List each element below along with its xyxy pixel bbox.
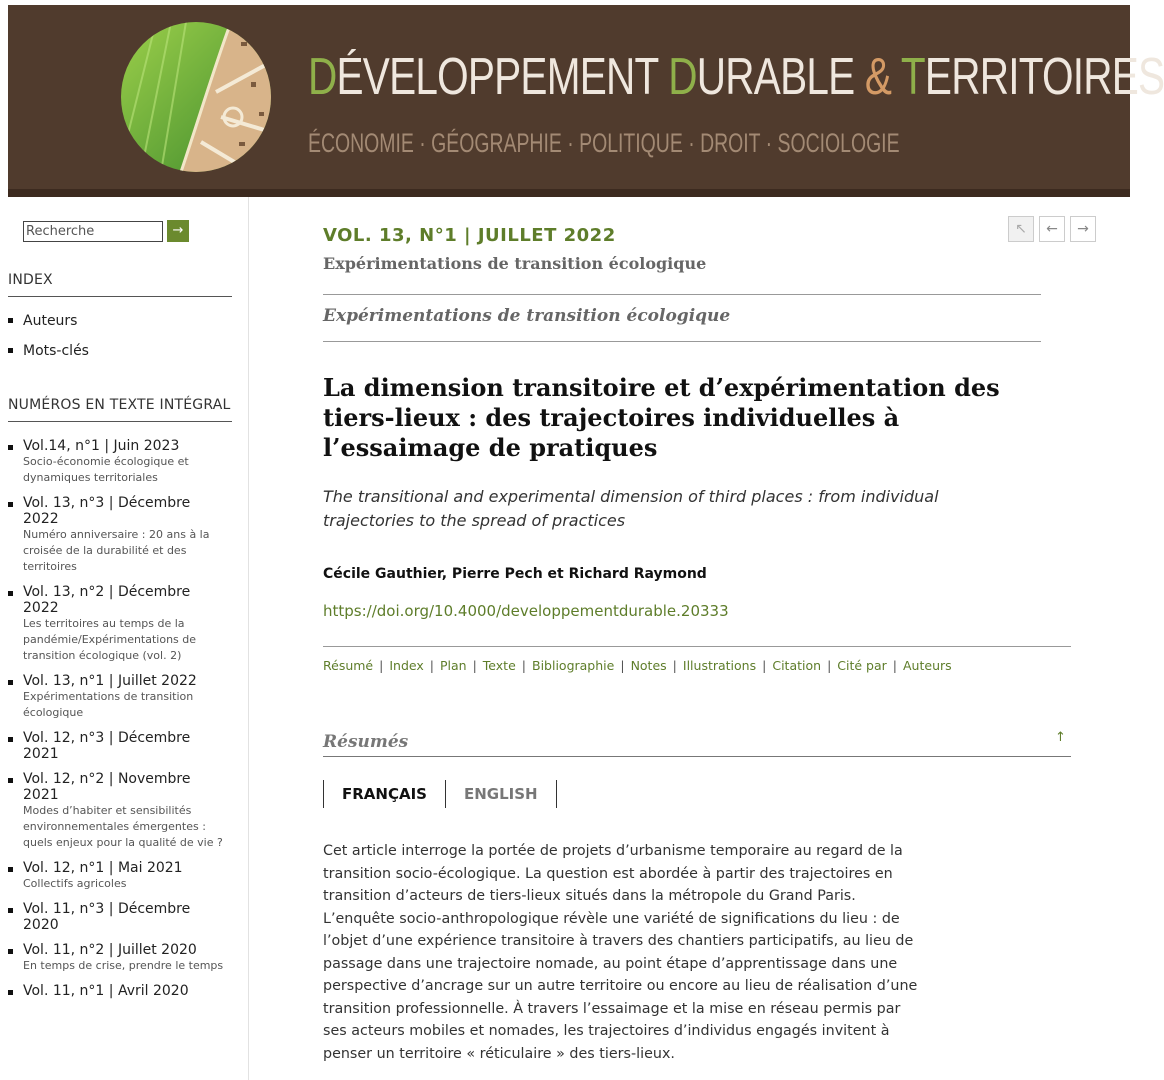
section-title-resumes: Résumés	[323, 732, 409, 752]
site-title-part: ÉVELOPPEMENT	[336, 48, 669, 106]
separator: |	[379, 658, 384, 673]
issue-item[interactable]	[8, 438, 230, 486]
issue-item[interactable]	[8, 673, 230, 721]
issue-title[interactable]: Vol. 13, n°3 | Décembre 2022	[23, 495, 191, 527]
issue-subtitle-link[interactable]: Expérimentations de transition écologique	[323, 254, 707, 273]
issue-subtitle: Les territoires au temps de la pandémie/Expérimentations de transition écologique (vol. 2)	[23, 617, 197, 662]
arrow-left-icon: ←	[1046, 221, 1058, 237]
issue-item[interactable]	[8, 771, 230, 851]
site-title[interactable]	[308, 47, 1164, 107]
sidebar-item-label: Mots-clés	[23, 343, 89, 359]
abstract-text: Cet article interroge la portée de projets d’urbanisme temporaire au regard de la transition socio-écologique. La question est abordée à partir des trajectoires en transition d’acteurs de tiers-lieux situés dans la métropole du Grand Paris. L’enquête socio-anthropologique révèle une variété de significations du lieu : de l’objet d’une expérience transitoire à travers des chantiers participatifs, au lieu de passage dans une trajectoire nomade, au point étape d’apprentissage dans une perspective d’ancrage sur un autre territoire ou encore au lieu de réalisation d’une transition professionnelle. À travers l’essaimage et la mise en réseau permis par ses acteurs mobiles et nomades, les trajectoires d’individus engagés invitent à penser un territoire « réticulaire » des tiers-lieux.	[323, 843, 918, 1062]
tab-bibliographie[interactable]: Bibliographie	[532, 658, 615, 673]
separator: |	[472, 658, 477, 673]
search-input[interactable]: Recherche	[23, 221, 163, 242]
site-title-part: D	[668, 48, 697, 106]
tab-auteurs[interactable]: Auteurs	[903, 658, 952, 673]
tab-cite-par[interactable]: Cité par	[837, 658, 887, 673]
parent-button[interactable]	[1008, 216, 1034, 242]
arrow-up-icon[interactable]: ↑	[1055, 730, 1066, 745]
issue-item[interactable]	[8, 942, 230, 974]
tab-index[interactable]: Index	[389, 658, 424, 673]
site-title-part: D	[308, 48, 337, 106]
tab-francais[interactable]: FRANÇAIS	[324, 780, 446, 808]
arrow-right-icon: →	[172, 223, 184, 238]
divider	[323, 341, 1041, 342]
banner-divider	[8, 189, 1130, 197]
issue-title[interactable]: Vol. 12, n°3 | Décembre 2021	[23, 730, 191, 762]
arrow-right-icon: →	[1077, 221, 1089, 237]
language-tabs	[323, 780, 557, 808]
site-title-part: &	[864, 48, 901, 106]
search-button[interactable]	[167, 220, 189, 242]
issue-subtitle: Collectifs agricoles	[23, 877, 127, 890]
issue-title[interactable]: Vol. 12, n°2 | Novembre 2021	[23, 771, 191, 803]
issue-item[interactable]	[8, 730, 230, 762]
index-heading: INDEX	[8, 272, 53, 288]
divider	[323, 646, 1071, 647]
sidebar-item-auteurs[interactable]	[8, 311, 230, 341]
issue-title[interactable]: Vol. 12, n°1 | Mai 2021	[23, 860, 183, 876]
issue-title[interactable]: Vol. 13, n°2 | Décembre 2022	[23, 584, 191, 616]
issue-item[interactable]	[8, 983, 230, 999]
leaf-map-circle-icon	[121, 22, 271, 172]
tab-notes[interactable]: Notes	[630, 658, 667, 673]
issues-list	[8, 438, 230, 1008]
issue-volume-link[interactable]: VOL. 13, N°1 | JUILLET 2022	[323, 225, 616, 246]
issue-title[interactable]: Vol. 11, n°2 | Juillet 2020	[23, 942, 197, 958]
tab-resume[interactable]: Résumé	[323, 658, 374, 673]
sidebar-item-label: Auteurs	[23, 313, 78, 329]
issue-item[interactable]	[8, 860, 230, 892]
separator: |	[827, 658, 832, 673]
arrow-up-left-icon: ↖	[1015, 221, 1027, 237]
article-sections-nav	[323, 658, 952, 673]
tab-english[interactable]: ENGLISH	[446, 780, 557, 808]
article-alt-title: The transitional and experimental dimension of third places : from individual trajectories to the spread of practices	[323, 487, 939, 530]
sidebar-item-mots-cles[interactable]	[8, 341, 230, 371]
sidebar	[0, 197, 249, 1080]
issue-item[interactable]	[8, 901, 230, 933]
issue-subtitle: Socio-économie écologique et dynamiques territoriales	[23, 455, 189, 484]
separator: |	[672, 658, 677, 673]
site-title-part: T	[900, 48, 925, 106]
article-title: La dimension transitoire et d’expérimentation des tiers-lieux : des trajectoires individuelles à l’essaimage de pratiques	[323, 373, 1000, 462]
issue-item[interactable]	[8, 495, 230, 575]
next-button[interactable]	[1070, 216, 1096, 242]
issue-subtitle: Expérimentations de transition écologique	[23, 690, 194, 719]
tab-texte[interactable]: Texte	[482, 658, 516, 673]
issue-title[interactable]: Vol. 13, n°1 | Juillet 2022	[23, 673, 197, 689]
separator: |	[892, 658, 897, 673]
divider	[323, 294, 1041, 295]
tab-plan[interactable]: Plan	[439, 658, 467, 673]
tab-citation[interactable]: Citation	[772, 658, 822, 673]
previous-button[interactable]	[1039, 216, 1065, 242]
rubric-link[interactable]: Expérimentations de transition écologique	[323, 306, 731, 326]
issue-title[interactable]: Vol. 11, n°3 | Décembre 2020	[23, 901, 191, 933]
separator: |	[620, 658, 625, 673]
article-authors[interactable]: Cécile Gauthier, Pierre Pech et Richard Raymond	[323, 566, 707, 582]
separator: |	[521, 658, 526, 673]
separator: |	[762, 658, 767, 673]
issues-divider	[8, 421, 232, 422]
issues-heading: NUMÉROS EN TEXTE INTÉGRAL	[8, 397, 231, 413]
issue-subtitle: En temps de crise, prendre le temps	[23, 959, 224, 972]
index-list	[8, 311, 230, 371]
issue-item[interactable]	[8, 584, 230, 664]
site-title-part: URABLE	[696, 48, 865, 106]
issue-subtitle: Modes d’habiter et sensibilités environnementales émergentes : quels enjeux pour la qualité de vie ?	[23, 804, 223, 849]
doi-link[interactable]: https://doi.org/10.4000/developpementdurable.20333	[323, 602, 729, 620]
issue-subtitle: Numéro anniversaire : 20 ans à la croisée de la durabilité et des territoires	[23, 528, 210, 573]
section-divider	[323, 756, 1071, 757]
index-divider	[8, 296, 232, 297]
site-title-part: ERRITOIRES	[924, 48, 1164, 106]
site-subtitle: ÉCONOMIE · GÉOGRAPHIE · POLITIQUE · DROIT · SOCIOLOGIE	[308, 128, 900, 158]
issue-title[interactable]: Vol. 11, n°1 | Avril 2020	[23, 983, 189, 999]
site-banner[interactable]	[8, 5, 1164, 197]
separator: |	[429, 658, 434, 673]
issue-title[interactable]: Vol.14, n°1 | Juin 2023	[23, 438, 180, 454]
tab-illustrations[interactable]: Illustrations	[682, 658, 757, 673]
